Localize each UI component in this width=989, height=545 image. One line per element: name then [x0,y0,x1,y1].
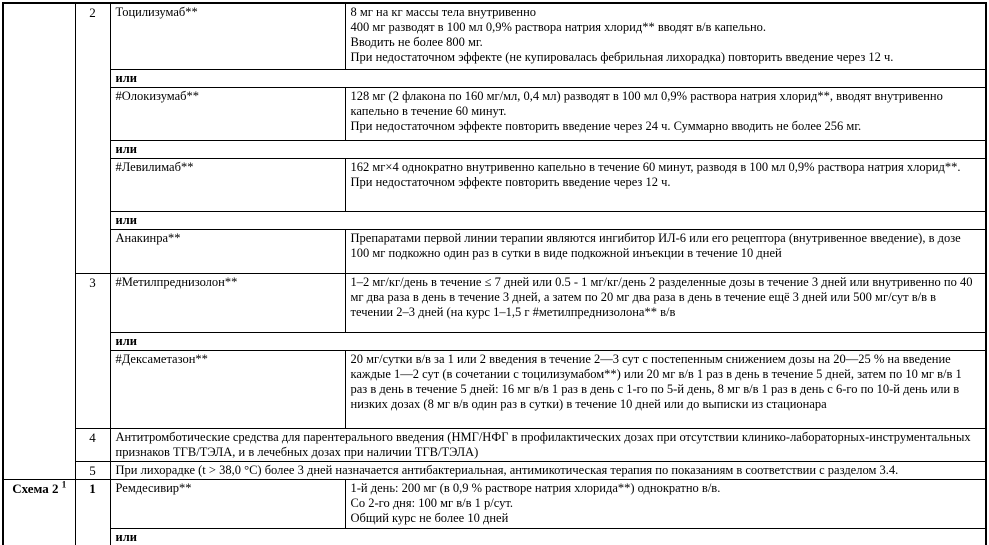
row-number-fever: 5 [75,461,110,479]
table-row [3,69,986,87]
table-row [3,528,986,545]
drug-name-dexamethasone: #Дексаметазон** [110,350,345,428]
scheme1-continuation-cell [3,3,75,479]
treatment-scheme-table [2,2,987,545]
drug-name-tocilizumab: Тоцилизумаб** [110,3,345,69]
table-row [3,140,986,158]
table-row [3,87,986,140]
table-row [3,479,986,528]
dose-line: Препаратами первой линии терапии являются ингибитор ИЛ-6 или его рецептора (внутривенное введение), в дозе 100 мг подкожно один раз в сутки в виде подкожной инъекции в течение 10 дней [350,230,961,260]
table-row [3,229,986,273]
dose-line: При недостаточном эффекте повторить введение через 24 ч. Суммарно вводить не более 256 мг. [350,118,862,133]
scheme2-label-cell [3,479,75,545]
row-number-antiviral: 1 [75,479,110,545]
dose-cell-remdesivir [345,479,986,528]
dose-line: 400 мг разводят в 100 мл 0,9% раствора натрия хлорид** вводят в/в капельно. [350,20,767,34]
dose-line: 1-й день: 200 мг (в 0,9 % растворе натрия хлорида**) однократно в/в. [350,480,721,495]
scheme2-footnote-superscript: 1 [61,479,67,490]
or-separator: или [110,528,986,545]
dose-line: Со 2-го дня: 100 мг в/в 1 р/сут. [350,495,514,510]
dose-line: При недостаточном эффекте (не купировалась фебрильная лихорадка) повторить введение через 12 ч. [350,50,894,64]
drug-name-methylprednisolone: #Метилпреднизолон** [110,273,345,332]
dose-cell-dexamethasone [345,350,986,428]
table-row [3,273,986,332]
table-row [3,461,986,479]
dose-cell-levilimab [345,158,986,211]
dose-line: 1–2 мг/кг/день в течение ≤ 7 дней или 0.5 - 1 мг/кг/день 2 разделенные дозы в течение 3 дней или внутривенно по 40 мг два раза в день в течение 3 дней, а затем по 20 мг два раза в день в течение ещё 3 дней или 500 мг/сут в/в в течении 2–3 дней (на курс 1–1,5 г #метилпреднизолона** в/в [350,274,973,319]
dose-line: При недостаточном эффекте повторить введение через 12 ч. [350,174,671,189]
or-separator: или [110,332,986,350]
dose-cell-tocilizumab [345,3,986,69]
table-row [3,350,986,428]
drug-name-remdesivir: Ремдесивир** [110,479,345,528]
table-row [3,158,986,211]
drug-name-anakinra: Анакинра** [110,229,345,273]
drug-name-olokizumab: #Олокизумаб** [110,87,345,140]
scheme2-label: Схема 2 [12,480,59,496]
dose-line: 8 мг на кг массы тела внутривенно [350,5,537,19]
row-number-corticosteroids: 3 [75,273,110,428]
dose-line: Вводить не более 800 мг. [350,35,483,49]
dose-line: 20 мг/сутки в/в за 1 или 2 введения в течение 2—3 сут с постепенным снижением дозы на 20—25 % на введение каждые 1—2 сут (в сочетании с тоцилизумабом**) или 20 мг в/в 1 раз в день в течение 5 дней, затем по 10 мг в/в 1 раз в день в течение 5 дней: 16 мг в/в 1 раз в день с 1-го по 5-й день, 8 мг в/в 1 раз в день с 6-го по 10-й день или в низких дозах (8 мг в/в один раз в сутки) в течение 10 дней или до выписки из стационара [350,351,962,411]
table-row [3,428,986,461]
antithrombotic-text-cell: Антитромботические средства для парентерального введения (НМГ/НФГ в профилактических дозах при отсутствии клинико-лабораторных-инструментальных признаков ТГВ/ТЭЛА, и в лечебных дозах при наличии ТГВ/ТЭЛА) [110,428,986,461]
row-number-immunotherapy: 2 [75,3,110,273]
or-separator: или [110,211,986,229]
table-row [3,332,986,350]
or-separator: или [110,69,986,87]
dose-line: Общий курс не более 10 дней [350,510,509,525]
dose-line: 162 мг×4 однократно внутривенно капельно в течение 60 минут, разводя в 100 мл 0,9% раствора натрия хлорид**. [350,159,961,174]
table-row [3,211,986,229]
row-number-antithrombotic: 4 [75,428,110,461]
dose-cell-olokizumab [345,87,986,140]
dose-line: 128 мг (2 флакона по 160 мг/мл, 0,4 мл) разводят в 100 мл 0,9% раствора натрия хлорид**, вводят внутривенно капельно в течение 60 минут. [350,88,943,118]
table-row [3,3,986,69]
drug-name-levilimab: #Левилимаб** [110,158,345,211]
fever-text-cell: При лихорадке (t > 38,0 °C) более 3 дней назначается антибактериальная, антимикотическая терапия по показаниям в соответствии с разделом 3.4. [110,461,986,479]
dose-cell-anakinra [345,229,986,273]
or-separator: или [110,140,986,158]
dose-cell-methylprednisolone [345,273,986,332]
